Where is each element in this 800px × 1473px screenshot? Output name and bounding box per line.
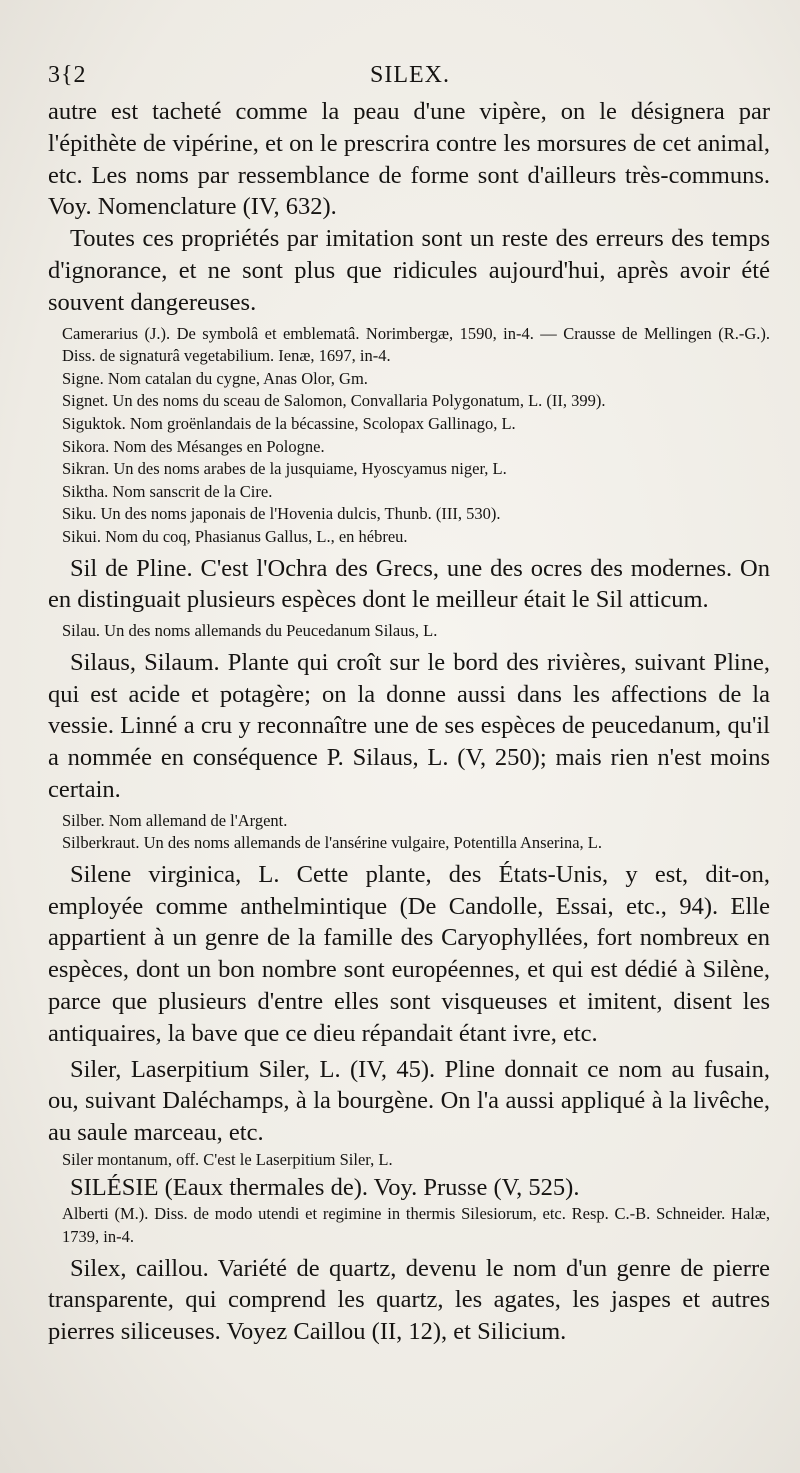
entry-signet: Signet. Un des noms du sceau de Salomon, Convallaria Polygonatum, L. (II, 399). [62, 391, 606, 411]
entry-sikui: Sikui. Nom du coq, Phasianus Gallus, L., en hébreu. [62, 526, 408, 546]
entry-signe: Signe. Nom catalan du cygne, Anas Olor, Gm. [62, 368, 368, 388]
page-number: 3{2 [48, 62, 87, 88]
entry-silesie: SILÉSIE (Eaux thermales de). Voy. Prusse (V, 525). [70, 1173, 580, 1201]
entry-silber: Silber. Nom allemand de l'Argent. [62, 810, 288, 830]
entry-silau: Silau. Un des noms allemands du Peucedanum Silaus, L. [62, 621, 438, 641]
entry-siku: Siku. Un des noms japonais de l'Hovenia dulcis, Thunb. (III, 530). [62, 504, 501, 524]
entry-silene-virginica: Silene virginica, L. Cette plante, des États-Unis, y est, dit-on, employée comme anthelmintique (De Candolle, Essai, etc., 94). Elle appartient à un genre de la famille des Caryophyllées, fort nombreux en espèces, dont un bon nombre sont européennes, et qui est dédié à Silène, parce que plusieurs d'entre elles sont visqueuses et imitent, disent les antiquaires, la bave que ce dieu répandait étant ivre, etc. [48, 860, 770, 1047]
bibliography-silesie: Alberti (M.). Diss. de modo utendi et regimine in thermis Silesiorum, etc. Resp. C.-B. Schneider. Halæ, 1739, in-4. [62, 1204, 770, 1247]
entry-sil: Sil de Pline. C'est l'Ochra des Grecs, une des ocres des modernes. On en distinguait plusieurs espèces dont le meilleur était le Sil atticum. [48, 554, 770, 614]
entry-sikran: Sikran. Un des noms arabes de la jusquiame, Hyoscyamus niger, L. [62, 459, 507, 479]
entry-silaus: Silaus, Silaum. Plante qui croît sur le bord des rivières, suivant Pline, qui est acide et potagère; on la donne aussi dans les affections de la vessie. Linné a cru y reconnaître une de ses espèces de peucedanum, qu'il a nommée en conséquence P. Silaus, L. (V, 250); mais rien n'est moins certain. [48, 648, 770, 803]
entry-sikora: Sikora. Nom des Mésanges en Pologne. [62, 436, 325, 456]
entry-silberkraut: Silberkraut. Un des noms allemands de l'ansérine vulgaire, Potentilla Anserina, L. [62, 833, 603, 853]
entry-siler-montanum: Siler montanum, off. C'est le Laserpitium Siler, L. [62, 1150, 393, 1170]
entry-siktha: Siktha. Nom sanscrit de la Cire. [62, 481, 273, 501]
entry-siler: Siler, Laserpitium Siler, L. (IV, 45). Pline donnait ce nom au fusain, ou, suivant Daléchamps, à la bourgène. On l'a aussi appliqué à la livêche, au saule marceau, etc. [48, 1055, 770, 1147]
entry-silex: Silex, caillou. Variété de quartz, devenu le nom d'un genre de pierre transparente, qui comprend les quartz, les agates, les jaspes et autres pierres siliceuses. Voyez Caillou (II, 12), et Silicium. [48, 1254, 770, 1346]
paragraph-intro-continued: autre est tacheté comme la peau d'une vipère, on le désignera par l'épithète de vipérine, et on le prescrira contre les morsures de cet animal, etc. Les noms par ressemblance de forme sont d'ailleurs très-communs. Voy. Nomenclature (IV, 632). [48, 98, 770, 221]
bibliography-signatures: Camerarius (J.). De symbolâ et emblematâ. Norimbergæ, 1590, in-4. — Crausse de Mellingen (R.-G.). Diss. de signaturâ vegetabilium. Ienæ, 1697, in-4. [62, 323, 770, 366]
running-title: SILEX. [370, 62, 450, 88]
paragraph-intro-conclusion: Toutes ces propriétés par imitation sont un reste des erreurs des temps d'ignorance, et ne sont plus que ridicules aujourd'hui, après avoir été souvent dangereuses. [48, 225, 770, 316]
running-header [48, 62, 770, 96]
entry-siguktok: Siguktok. Nom groënlandais de la bécassine, Scolopax Gallinago, L. [62, 413, 516, 433]
